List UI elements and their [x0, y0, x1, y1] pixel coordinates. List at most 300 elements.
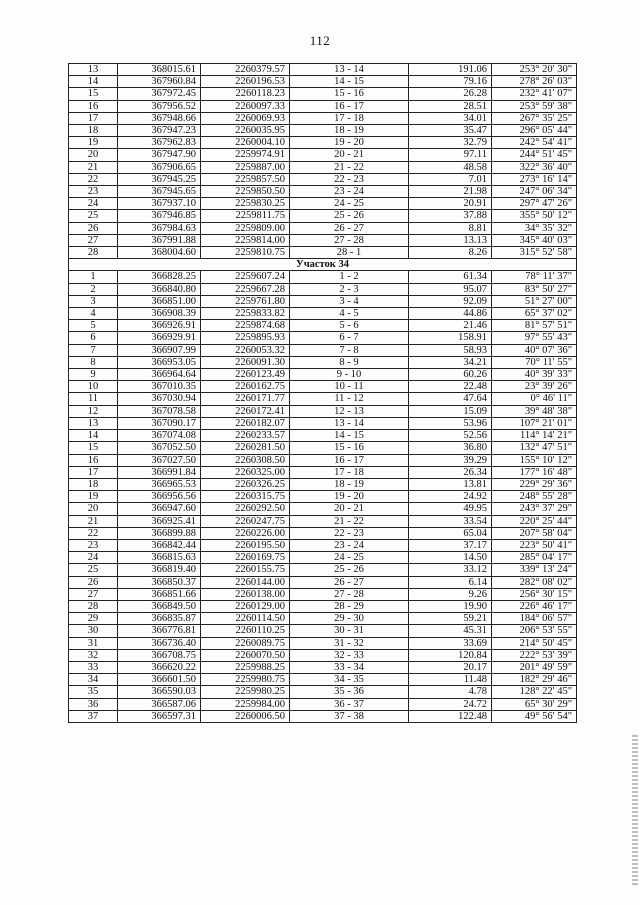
coord-x-cell: 366907.99	[118, 344, 201, 356]
length-cell: 33.12	[409, 564, 492, 576]
coord-y-cell: 2260315.75	[201, 491, 290, 503]
point-number-cell: 26	[69, 576, 118, 588]
segment-cell: 28 - 29	[290, 600, 409, 612]
length-cell: 13.81	[409, 478, 492, 490]
segment-cell: 17 - 18	[290, 466, 409, 478]
coord-y-cell: 2259809.00	[201, 222, 290, 234]
point-number-cell: 27	[69, 234, 118, 246]
point-number-cell: 19	[69, 137, 118, 149]
direction-angle-cell: 40° 07' 36"	[492, 344, 577, 356]
length-cell: 24.92	[409, 491, 492, 503]
length-cell: 191.06	[409, 64, 492, 76]
length-cell: 21.98	[409, 186, 492, 198]
segment-cell: 11 - 12	[290, 393, 409, 405]
point-number-cell: 37	[69, 710, 118, 722]
coord-y-cell: 2260281.50	[201, 442, 290, 454]
direction-angle-cell: 206° 53' 55"	[492, 625, 577, 637]
direction-angle-cell: 34° 35' 32"	[492, 222, 577, 234]
length-cell: 52.56	[409, 430, 492, 442]
coord-y-cell: 2259857.50	[201, 173, 290, 185]
segment-cell: 32 - 33	[290, 649, 409, 661]
table-row	[69, 149, 577, 161]
segment-cell: 1 - 2	[290, 271, 409, 283]
direction-angle-cell: 223° 50' 41"	[492, 539, 577, 551]
point-number-cell: 23	[69, 539, 118, 551]
table-row	[69, 271, 577, 283]
direction-angle-cell: 65° 37' 02"	[492, 308, 577, 320]
coord-x-cell: 366964.64	[118, 369, 201, 381]
coord-x-cell: 366956.56	[118, 491, 201, 503]
point-number-cell: 16	[69, 454, 118, 466]
table-row	[69, 442, 577, 454]
point-number-cell: 32	[69, 649, 118, 661]
length-cell: 20.17	[409, 661, 492, 673]
length-cell: 32.79	[409, 137, 492, 149]
coord-y-cell: 2260325.00	[201, 466, 290, 478]
coord-x-cell: 366991.84	[118, 466, 201, 478]
coord-y-cell: 2260247.75	[201, 515, 290, 527]
coord-x-cell: 366947.60	[118, 503, 201, 515]
point-number-cell: 28	[69, 600, 118, 612]
segment-cell: 5 - 6	[290, 320, 409, 332]
segment-cell: 26 - 27	[290, 222, 409, 234]
segment-cell: 25 - 26	[290, 210, 409, 222]
coord-y-cell: 2259984.00	[201, 698, 290, 710]
coord-x-cell: 367945.65	[118, 186, 201, 198]
segment-cell: 37 - 38	[290, 710, 409, 722]
table-row	[69, 283, 577, 295]
coord-x-cell: 368004.60	[118, 247, 201, 259]
coord-y-cell: 2259667.28	[201, 283, 290, 295]
point-number-cell: 26	[69, 222, 118, 234]
length-cell: 33.69	[409, 637, 492, 649]
table-row	[69, 308, 577, 320]
table-row	[69, 64, 577, 76]
table-body-before	[69, 64, 577, 259]
direction-angle-cell: 39° 48' 38"	[492, 405, 577, 417]
coord-x-cell: 367074.08	[118, 430, 201, 442]
coord-x-cell: 366835.87	[118, 613, 201, 625]
segment-cell: 15 - 16	[290, 88, 409, 100]
point-number-cell: 34	[69, 674, 118, 686]
coord-x-cell: 367946.85	[118, 210, 201, 222]
point-number-cell: 24	[69, 198, 118, 210]
table-row	[69, 198, 577, 210]
length-cell: 79.16	[409, 76, 492, 88]
table-body-after	[69, 271, 577, 723]
coord-y-cell: 2260196.53	[201, 76, 290, 88]
table-row	[69, 356, 577, 368]
table-row	[69, 100, 577, 112]
point-number-cell: 2	[69, 283, 118, 295]
coord-x-cell: 366851.00	[118, 295, 201, 307]
coord-y-cell: 2260138.00	[201, 588, 290, 600]
table-row	[69, 600, 577, 612]
segment-cell: 3 - 4	[290, 295, 409, 307]
point-number-cell: 33	[69, 661, 118, 673]
segment-cell: 14 - 15	[290, 430, 409, 442]
coord-x-cell: 367937.10	[118, 198, 201, 210]
section-title: Участок 34	[69, 259, 577, 271]
direction-angle-cell: 51° 27' 00"	[492, 295, 577, 307]
segment-cell: 2 - 3	[290, 283, 409, 295]
segment-cell: 19 - 20	[290, 137, 409, 149]
table-row	[69, 576, 577, 588]
coord-x-cell: 367027.50	[118, 454, 201, 466]
coord-x-cell: 366815.63	[118, 552, 201, 564]
segment-cell: 28 - 1	[290, 247, 409, 259]
table-row	[69, 137, 577, 149]
coord-y-cell: 2260091.30	[201, 356, 290, 368]
coord-x-cell: 366953.05	[118, 356, 201, 368]
table-row	[69, 625, 577, 637]
coord-x-cell: 366601.50	[118, 674, 201, 686]
table-row	[69, 88, 577, 100]
segment-cell: 18 - 19	[290, 478, 409, 490]
direction-angle-cell: 355° 50' 12"	[492, 210, 577, 222]
coord-x-cell: 366842.44	[118, 539, 201, 551]
coord-x-cell: 367078.58	[118, 405, 201, 417]
direction-angle-cell: 226° 46' 17"	[492, 600, 577, 612]
direction-angle-cell: 78° 11' 37"	[492, 271, 577, 283]
length-cell: 53.96	[409, 417, 492, 429]
segment-cell: 7 - 8	[290, 344, 409, 356]
point-number-cell: 19	[69, 491, 118, 503]
segment-cell: 21 - 22	[290, 515, 409, 527]
table-row	[69, 381, 577, 393]
table-row	[69, 515, 577, 527]
segment-cell: 31 - 32	[290, 637, 409, 649]
direction-angle-cell: 253° 59' 38"	[492, 100, 577, 112]
table-row	[69, 295, 577, 307]
point-number-cell: 5	[69, 320, 118, 332]
table-row	[69, 369, 577, 381]
coord-y-cell: 2260114.50	[201, 613, 290, 625]
direction-angle-cell: 184° 06' 57"	[492, 613, 577, 625]
coord-x-cell: 366819.40	[118, 564, 201, 576]
segment-cell: 16 - 17	[290, 454, 409, 466]
direction-angle-cell: 65° 30' 29"	[492, 698, 577, 710]
coord-y-cell: 2260233.57	[201, 430, 290, 442]
point-number-cell: 8	[69, 356, 118, 368]
point-number-cell: 35	[69, 686, 118, 698]
segment-cell: 17 - 18	[290, 112, 409, 124]
point-number-cell: 17	[69, 466, 118, 478]
length-cell: 14.50	[409, 552, 492, 564]
coord-y-cell: 2260171.77	[201, 393, 290, 405]
direction-angle-cell: 114° 14' 21"	[492, 430, 577, 442]
length-cell: 97.11	[409, 149, 492, 161]
segment-cell: 20 - 21	[290, 149, 409, 161]
segment-cell: 23 - 24	[290, 539, 409, 551]
table-row	[69, 661, 577, 673]
coord-x-cell: 367010.35	[118, 381, 201, 393]
direction-angle-cell: 247° 06' 34"	[492, 186, 577, 198]
length-cell: 158.91	[409, 332, 492, 344]
table-row	[69, 527, 577, 539]
page-number: 112	[309, 33, 331, 48]
length-cell: 22.48	[409, 381, 492, 393]
segment-cell: 9 - 10	[290, 369, 409, 381]
coord-y-cell: 2260292.50	[201, 503, 290, 515]
coord-x-cell: 367991.88	[118, 234, 201, 246]
table-row	[69, 247, 577, 259]
segment-cell: 29 - 30	[290, 613, 409, 625]
point-number-cell: 25	[69, 210, 118, 222]
length-cell: 59.21	[409, 613, 492, 625]
length-cell: 61.34	[409, 271, 492, 283]
section-header-row	[69, 259, 577, 271]
point-number-cell: 31	[69, 637, 118, 649]
coord-y-cell: 2260070.50	[201, 649, 290, 661]
table-row	[69, 552, 577, 564]
coord-y-cell: 2260182.07	[201, 417, 290, 429]
coord-x-cell: 366776.81	[118, 625, 201, 637]
point-number-cell: 17	[69, 112, 118, 124]
point-number-cell: 27	[69, 588, 118, 600]
length-cell: 21.46	[409, 320, 492, 332]
length-cell: 49.95	[409, 503, 492, 515]
segment-cell: 27 - 28	[290, 234, 409, 246]
coord-x-cell: 367962.83	[118, 137, 201, 149]
segment-cell: 16 - 17	[290, 100, 409, 112]
coord-y-cell: 2260155.75	[201, 564, 290, 576]
point-number-cell: 14	[69, 76, 118, 88]
point-number-cell: 7	[69, 344, 118, 356]
coord-x-cell: 366925.41	[118, 515, 201, 527]
length-cell: 92.09	[409, 295, 492, 307]
length-cell: 11.48	[409, 674, 492, 686]
point-number-cell: 15	[69, 88, 118, 100]
segment-cell: 30 - 31	[290, 625, 409, 637]
coord-x-cell: 366828.25	[118, 271, 201, 283]
direction-angle-cell: 256° 30' 15"	[492, 588, 577, 600]
point-number-cell: 29	[69, 613, 118, 625]
segment-cell: 27 - 28	[290, 588, 409, 600]
direction-angle-cell: 278° 26' 03"	[492, 76, 577, 88]
direction-angle-cell: 23° 39' 26"	[492, 381, 577, 393]
point-number-cell: 28	[69, 247, 118, 259]
table-row	[69, 344, 577, 356]
length-cell: 35.47	[409, 125, 492, 137]
point-number-cell: 18	[69, 478, 118, 490]
segment-cell: 18 - 19	[290, 125, 409, 137]
direction-angle-cell: 322° 36' 40"	[492, 161, 577, 173]
coord-y-cell: 2260379.57	[201, 64, 290, 76]
table-row	[69, 112, 577, 124]
coord-x-cell: 367906.65	[118, 161, 201, 173]
table-row	[69, 222, 577, 234]
coord-x-cell: 366899.88	[118, 527, 201, 539]
point-number-cell: 24	[69, 552, 118, 564]
direction-angle-cell: 345° 40' 03"	[492, 234, 577, 246]
point-number-cell: 21	[69, 161, 118, 173]
coord-y-cell: 2259830.25	[201, 198, 290, 210]
segment-cell: 12 - 13	[290, 405, 409, 417]
table-row	[69, 332, 577, 344]
length-cell: 15.09	[409, 405, 492, 417]
direction-angle-cell: 49° 56' 54"	[492, 710, 577, 722]
point-number-cell: 25	[69, 564, 118, 576]
length-cell: 60.26	[409, 369, 492, 381]
segment-cell: 23 - 24	[290, 186, 409, 198]
coord-x-cell: 367984.63	[118, 222, 201, 234]
point-number-cell: 1	[69, 271, 118, 283]
coord-y-cell: 2259980.75	[201, 674, 290, 686]
coord-x-cell: 368015.61	[118, 64, 201, 76]
table-row	[69, 125, 577, 137]
length-cell: 6.14	[409, 576, 492, 588]
coord-x-cell: 367030.94	[118, 393, 201, 405]
direction-angle-cell: 155° 10' 12"	[492, 454, 577, 466]
table-row	[69, 503, 577, 515]
coord-x-cell: 367960.84	[118, 76, 201, 88]
direction-angle-cell: 248° 55' 28"	[492, 491, 577, 503]
point-number-cell: 30	[69, 625, 118, 637]
coord-x-cell: 366736.40	[118, 637, 201, 649]
length-cell: 33.54	[409, 515, 492, 527]
table-row	[69, 430, 577, 442]
length-cell: 26.28	[409, 88, 492, 100]
scan-edge-marks	[632, 735, 638, 885]
length-cell: 20.91	[409, 198, 492, 210]
direction-angle-cell: 201° 49' 59"	[492, 661, 577, 673]
coord-y-cell: 2260144.00	[201, 576, 290, 588]
coord-y-cell: 2260169.75	[201, 552, 290, 564]
coord-y-cell: 2260172.41	[201, 405, 290, 417]
coord-x-cell: 367947.90	[118, 149, 201, 161]
direction-angle-cell: 132° 47' 51"	[492, 442, 577, 454]
table-row	[69, 588, 577, 600]
length-cell: 8.26	[409, 247, 492, 259]
coord-x-cell: 367090.17	[118, 417, 201, 429]
section-header-body	[69, 259, 577, 271]
coord-y-cell: 2260035.95	[201, 125, 290, 137]
coord-y-cell: 2259833.82	[201, 308, 290, 320]
coord-y-cell: 2259761.80	[201, 295, 290, 307]
segment-cell: 21 - 22	[290, 161, 409, 173]
coord-y-cell: 2259814.00	[201, 234, 290, 246]
direction-angle-cell: 267° 35' 25"	[492, 112, 577, 124]
coord-y-cell: 2260089.75	[201, 637, 290, 649]
segment-cell: 20 - 21	[290, 503, 409, 515]
coord-x-cell: 367956.52	[118, 100, 201, 112]
table-row	[69, 613, 577, 625]
table-row	[69, 710, 577, 722]
point-number-cell: 10	[69, 381, 118, 393]
length-cell: 9.26	[409, 588, 492, 600]
coord-y-cell: 2259974.91	[201, 149, 290, 161]
coord-y-cell: 2260123.49	[201, 369, 290, 381]
direction-angle-cell: 81° 57' 51"	[492, 320, 577, 332]
coord-y-cell: 2260097.33	[201, 100, 290, 112]
length-cell: 28.51	[409, 100, 492, 112]
segment-cell: 4 - 5	[290, 308, 409, 320]
direction-angle-cell: 244° 51' 45"	[492, 149, 577, 161]
segment-cell: 33 - 34	[290, 661, 409, 673]
point-number-cell: 22	[69, 527, 118, 539]
coord-x-cell: 366849.50	[118, 600, 201, 612]
direction-angle-cell: 0° 46' 11"	[492, 393, 577, 405]
segment-cell: 10 - 11	[290, 381, 409, 393]
direction-angle-cell: 253° 20' 30"	[492, 64, 577, 76]
coord-y-cell: 2259980.25	[201, 686, 290, 698]
direction-angle-cell: 128° 22' 45"	[492, 686, 577, 698]
coord-x-cell: 366965.53	[118, 478, 201, 490]
coord-y-cell: 2260162.75	[201, 381, 290, 393]
segment-cell: 24 - 25	[290, 198, 409, 210]
coord-x-cell: 366597.31	[118, 710, 201, 722]
length-cell: 13.13	[409, 234, 492, 246]
direction-angle-cell: 214° 50' 45"	[492, 637, 577, 649]
coord-y-cell: 2260006.50	[201, 710, 290, 722]
length-cell: 26.34	[409, 466, 492, 478]
coord-y-cell: 2259811.75	[201, 210, 290, 222]
coord-y-cell: 2260195.50	[201, 539, 290, 551]
point-number-cell: 20	[69, 503, 118, 515]
table-row	[69, 405, 577, 417]
segment-cell: 35 - 36	[290, 686, 409, 698]
length-cell: 24.72	[409, 698, 492, 710]
coord-y-cell: 2260226.00	[201, 527, 290, 539]
table-row	[69, 637, 577, 649]
segment-cell: 8 - 9	[290, 356, 409, 368]
table-row	[69, 76, 577, 88]
coord-x-cell: 366926.91	[118, 320, 201, 332]
point-number-cell: 13	[69, 64, 118, 76]
length-cell: 58.93	[409, 344, 492, 356]
segment-cell: 25 - 26	[290, 564, 409, 576]
table-row	[69, 454, 577, 466]
coord-y-cell: 2259887.00	[201, 161, 290, 173]
segment-cell: 22 - 23	[290, 173, 409, 185]
length-cell: 7.01	[409, 173, 492, 185]
direction-angle-cell: 220° 25' 44"	[492, 515, 577, 527]
coord-y-cell: 2260118.23	[201, 88, 290, 100]
direction-angle-cell: 107° 21' 01"	[492, 417, 577, 429]
direction-angle-cell: 339° 13' 24"	[492, 564, 577, 576]
coord-x-cell: 366851.66	[118, 588, 201, 600]
table-row	[69, 210, 577, 222]
table-row	[69, 234, 577, 246]
length-cell: 4.78	[409, 686, 492, 698]
direction-angle-cell: 97° 55' 43"	[492, 332, 577, 344]
coord-y-cell: 2259895.93	[201, 332, 290, 344]
point-number-cell: 23	[69, 186, 118, 198]
length-cell: 122.48	[409, 710, 492, 722]
table-row	[69, 686, 577, 698]
point-number-cell: 14	[69, 430, 118, 442]
point-number-cell: 6	[69, 332, 118, 344]
length-cell: 34.01	[409, 112, 492, 124]
point-number-cell: 13	[69, 417, 118, 429]
length-cell: 45.31	[409, 625, 492, 637]
table-row	[69, 320, 577, 332]
coord-x-cell: 366908.39	[118, 308, 201, 320]
direction-angle-cell: 297° 47' 26"	[492, 198, 577, 210]
length-cell: 19.90	[409, 600, 492, 612]
length-cell: 120.84	[409, 649, 492, 661]
direction-angle-cell: 242° 54' 41"	[492, 137, 577, 149]
segment-cell: 6 - 7	[290, 332, 409, 344]
direction-angle-cell: 243° 37' 29"	[492, 503, 577, 515]
point-number-cell: 3	[69, 295, 118, 307]
coordinates-table	[68, 63, 577, 723]
point-number-cell: 18	[69, 125, 118, 137]
coord-x-cell: 367052.50	[118, 442, 201, 454]
segment-cell: 36 - 37	[290, 698, 409, 710]
table-row	[69, 393, 577, 405]
